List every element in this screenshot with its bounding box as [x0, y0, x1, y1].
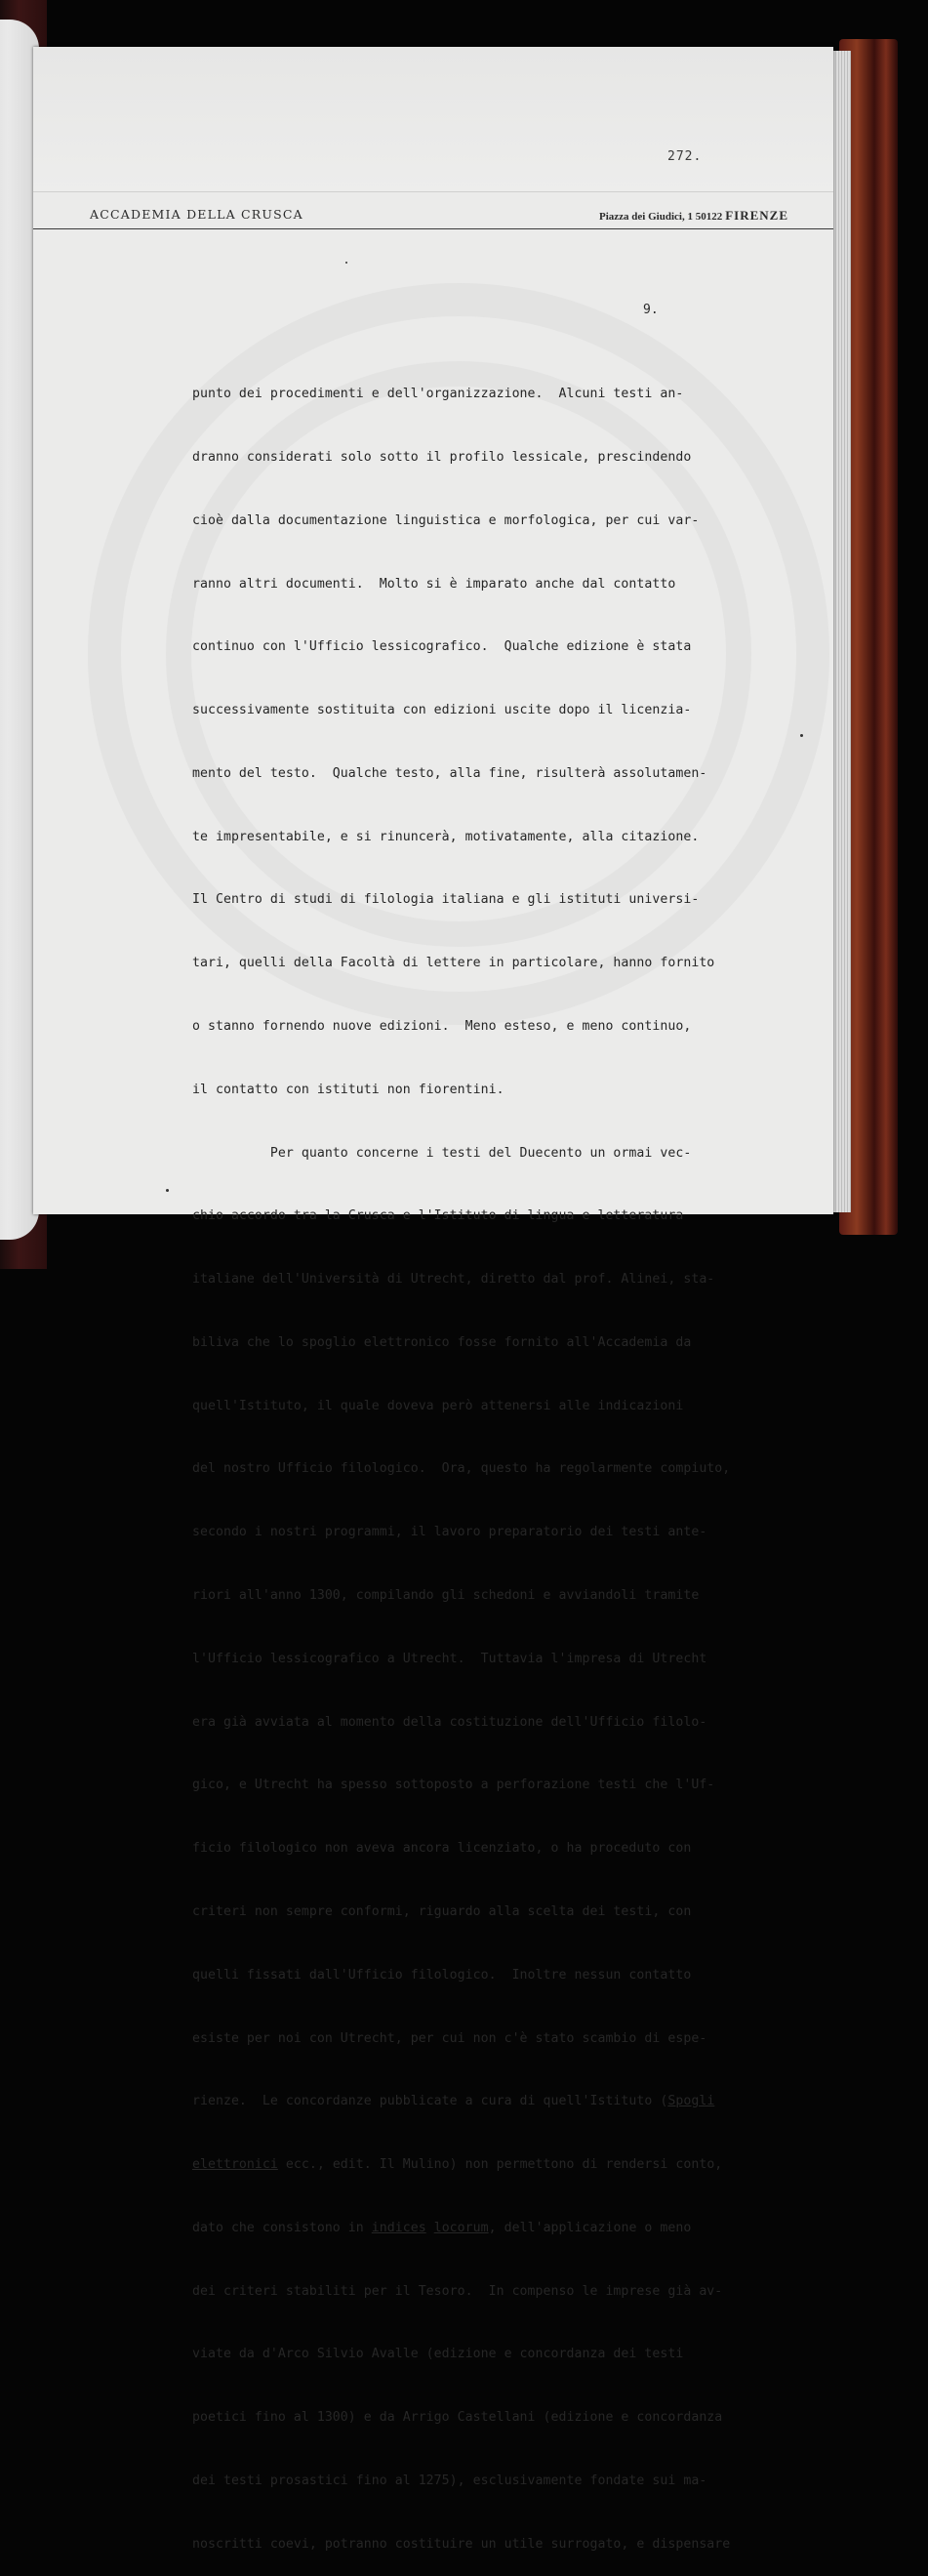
text-line: te impresentabile, e si rinuncerà, motivatamente, alla citazione. — [192, 829, 700, 844]
text-line: o stanno fornendo nuove edizioni. Meno esteso, e meno continuo, — [192, 1019, 692, 1034]
text-space — [426, 2221, 434, 2235]
text-line: secondo i nostri programmi, il lavoro preparatorio dei testi ante- — [192, 1525, 707, 1540]
letterhead-institution: ACCADEMIA DELLA CRUSCA — [90, 207, 303, 222]
text-line: tari, quelli della Facoltà di lettere in particolare, hanno fornito — [192, 956, 715, 971]
text-line: noscritti coevi, potranno costituire un utile surrogato, e dispensare — [192, 2536, 731, 2552]
text-line: l'Ufficio lessicografico a Utrecht. Tuttavia l'impresa di Utrecht — [192, 1651, 707, 1666]
text-line: il contatto con istituti non fiorentini. — [192, 1082, 504, 1097]
text-line: dei criteri stabiliti per il Tesoro. In compenso le imprese già av- — [192, 2283, 723, 2299]
text-line: Il Centro di studi di filologia italiana e gli istituti universi- — [192, 892, 700, 908]
text-line: mento del testo. Qualche testo, alla fine, risulterà assolutamen- — [192, 765, 707, 781]
letterhead-address — [599, 208, 788, 224]
underlined-term: indices — [371, 2220, 426, 2235]
text-line: continuo con l'Ufficio lessicografico. Qualche edizione è stata — [192, 639, 692, 655]
text-line: dranno considerati solo sotto il profilo lessicale, prescindendo — [192, 449, 692, 465]
text-line: chio accordo tra la Crusca e l'Istituto di lingua e letteratura — [192, 1208, 684, 1224]
text-line: viate da d'Arco Silvio Avalle (edizione e concordanza dei testi — [192, 2347, 684, 2362]
text-line: cioè dalla documentazione linguistica e morfologica, per cui var- — [192, 512, 700, 528]
letterhead — [33, 201, 833, 232]
text-line: quell'Istituto, il quale doveva però attenersi alle indicazioni — [192, 1398, 684, 1413]
text-line: era già avviata al momento della costituzione dell'Ufficio filolo- — [192, 1714, 707, 1730]
letterhead-rule — [33, 228, 833, 229]
text-line-rest: , dell'applicazione o meno — [488, 2220, 692, 2235]
text-line — [192, 2218, 797, 2239]
text-line: gico, e Utrecht ha spesso sottoposto a perforazione testi che l'Uf- — [192, 1778, 715, 1793]
text-line — [192, 2154, 797, 2176]
text-line: Per quanto concerne i testi del Duecento un ormai vec- — [192, 1145, 692, 1161]
page-number: 9. — [643, 303, 659, 317]
text-line-start: dato che consistono in — [192, 2220, 372, 2235]
text-line: punto dei procedimenti e dell'organizzazione. Alcuni testi an- — [192, 387, 684, 402]
text-line: ranno altri documenti. Molto si è imparato anche dal contatto — [192, 576, 676, 592]
letterhead-street: Piazza dei Giudici, 1 50122 — [599, 211, 723, 223]
text-line: quelli fissati dall'Ufficio filologico. Inoltre nessun contatto — [192, 1967, 692, 1983]
text-line — [192, 2091, 797, 2112]
text-line-rest: ecc., edit. Il Mulino) non permettono di rendersi conto, — [277, 2157, 723, 2173]
text-line: italiane dell'Università di Utrecht, diretto dal prof. Alinei, sta- — [192, 1272, 715, 1288]
typewritten-body — [192, 342, 797, 2576]
text-line: riori all'anno 1300, compilando gli schedoni e avviandoli tramite — [192, 1588, 700, 1604]
text-line: ficio filologico non aveva ancora licenziato, o ha proceduto con — [192, 1841, 692, 1857]
underlined-title: elettronici — [192, 2157, 278, 2173]
letterhead-city: FIRENZE — [725, 208, 788, 223]
text-line: esiste per noi con Utrecht, per cui non c'è stato scambio di espe- — [192, 2030, 707, 2046]
text-line: biliva che lo spoglio elettronico fosse fornito all'Accademia da — [192, 1334, 692, 1350]
underlying-sheet-strip — [33, 47, 833, 192]
text-line-start: rienze. Le concordanze pubblicate a cura di quell'Istituto ( — [192, 2094, 668, 2109]
text-line: poetici fino al 1300) e da Arrigo Castellani (edizione e concordanza — [192, 2410, 723, 2426]
text-line: del nostro Ufficio filologico. Ora, questo ha regolarmente compiuto, — [192, 1461, 731, 1477]
ink-speck — [800, 734, 803, 737]
text-line: successivamente sostituita con edizioni uscite dopo il licenzia- — [192, 703, 692, 718]
archive-page-number: 272. — [667, 149, 703, 164]
text-line: dei testi prosastici fino al 1275), esclusivamente fondate sui ma- — [192, 2473, 707, 2488]
text-line: criteri non sempre conformi, riguardo alla scelta dei testi, con — [192, 1903, 692, 1919]
underlined-title: Spogli — [667, 2094, 715, 2109]
ink-speck — [166, 1189, 169, 1192]
underlined-term: locorum — [433, 2220, 489, 2235]
ink-speck — [345, 262, 347, 264]
